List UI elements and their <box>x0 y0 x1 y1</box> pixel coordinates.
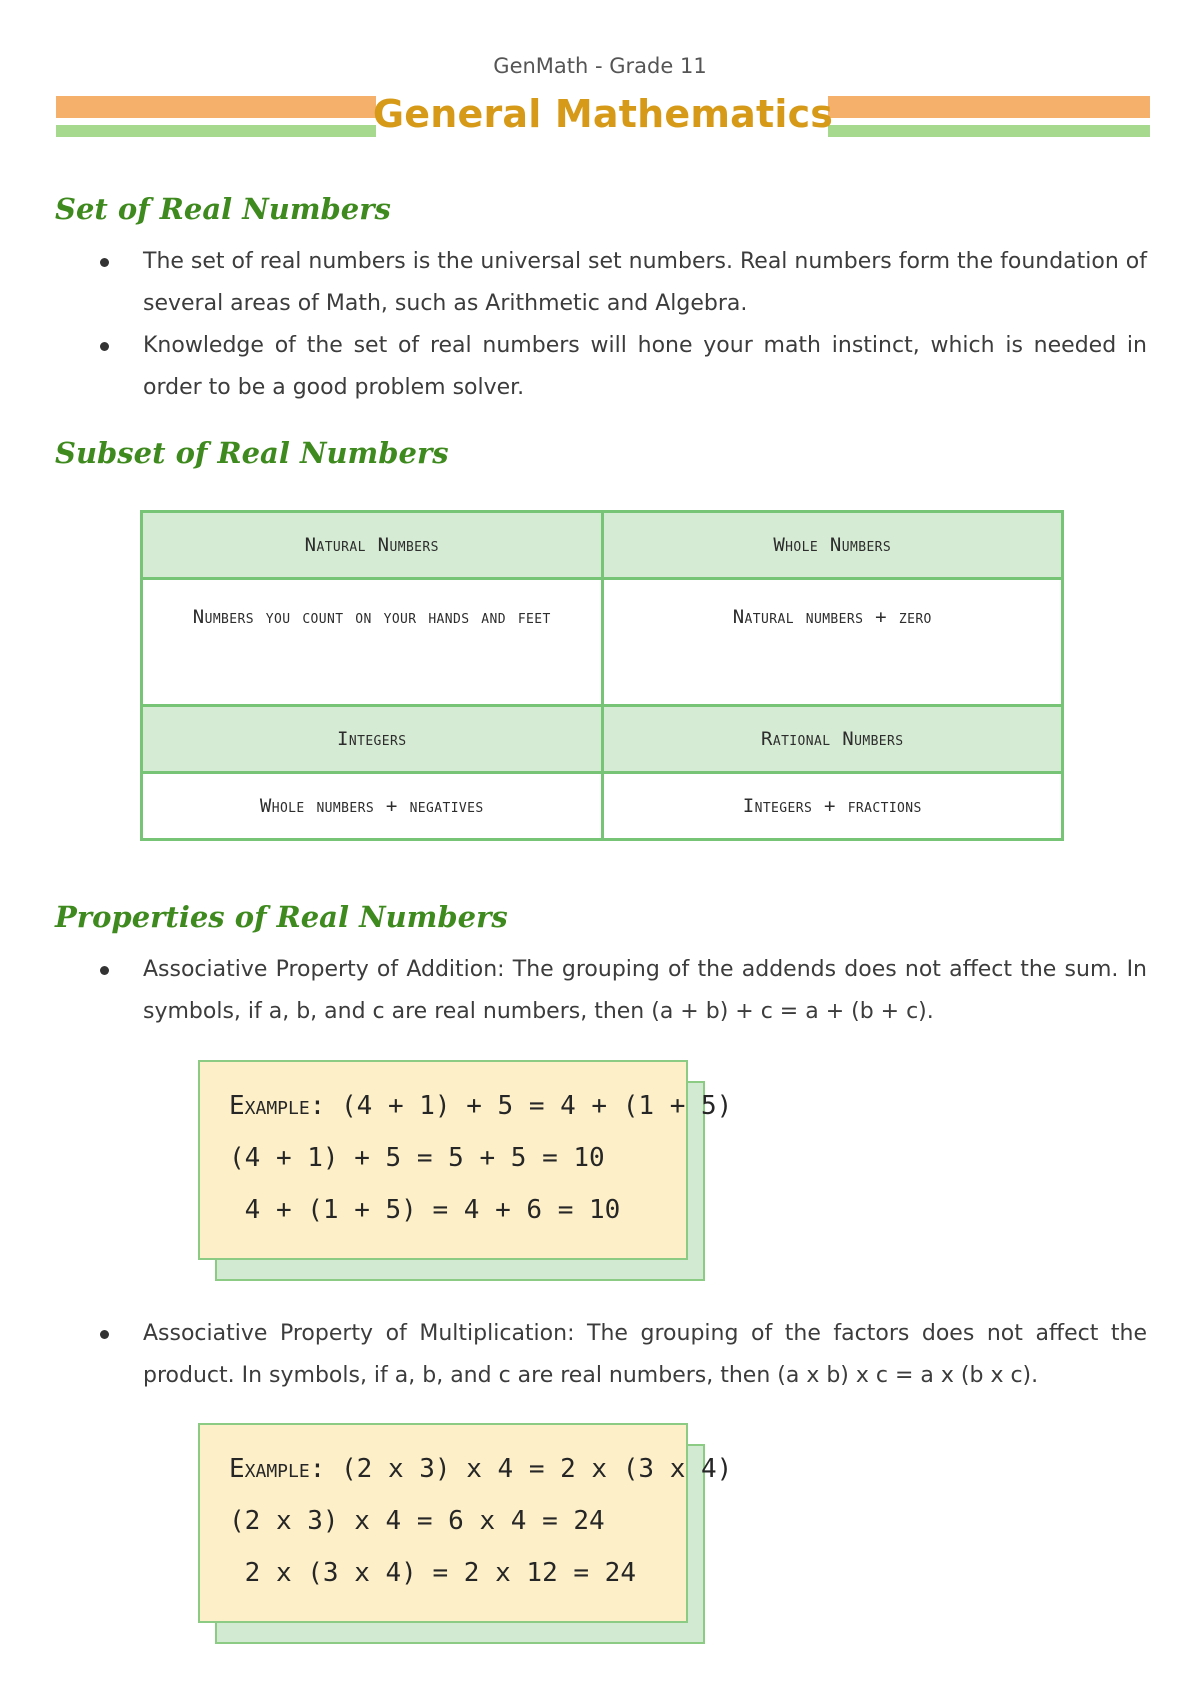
example-line-2: (4 + 1) + 5 = 5 + 5 = 10 <box>229 1143 605 1173</box>
table-cell-integers-definition: Whole numbers + negatives <box>142 773 603 840</box>
table-cell-rational-numbers: Rational Numbers <box>602 706 1063 773</box>
table-row <box>142 512 1063 579</box>
subset-table <box>140 510 1064 841</box>
section-heading-subset: Subset of Real Numbers <box>55 436 449 470</box>
card-body <box>198 1060 733 1260</box>
title-banner <box>56 92 1150 140</box>
set-bullet-list <box>55 241 1147 409</box>
table-row <box>142 579 1063 706</box>
table-row <box>142 773 1063 840</box>
example-label: Example: <box>229 1091 326 1121</box>
table-cell-whole-numbers: Whole Numbers <box>602 512 1063 579</box>
list-item <box>55 949 1147 1033</box>
addition-bullet-list <box>55 949 1147 1033</box>
table-cell-rational-definition: Integers + fractions <box>602 773 1063 840</box>
table-cell-integers: Integers <box>142 706 603 773</box>
example-card-addition <box>198 1060 733 1260</box>
list-item <box>55 325 1147 409</box>
example-expression: (4 + 1) + 5 = 4 + (1 + 5) <box>325 1091 733 1121</box>
multiplication-bullet-list <box>55 1313 1147 1397</box>
example-expression: (2 x 3) x 4 = 2 x (3 x 4) <box>325 1454 733 1484</box>
card-body <box>198 1423 733 1623</box>
bullet-icon <box>100 342 109 351</box>
list-item <box>55 241 1147 325</box>
table-cell-natural-definition: Numbers you count on your hands and feet <box>142 579 603 706</box>
page-subtitle: GenMath - Grade 11 <box>493 54 707 78</box>
example-card-multiplication <box>198 1423 733 1623</box>
bullet-text: Associative Property of Addition: The grouping of the addends does not affect the sum. In symbols, if a, b, and c are real numbers, then (a + b) + c = a + (b + c). <box>143 957 1147 1024</box>
bullet-text: The set of real numbers is the universal set numbers. Real numbers form the foundation of several areas of Math, such as Arithmetic and Algebra. <box>143 249 1147 316</box>
example-line-3: 2 x (3 x 4) = 2 x 12 = 24 <box>229 1558 636 1588</box>
bullet-text: Knowledge of the set of real numbers will hone your math instinct, which is needed in order to be a good problem solver. <box>143 333 1147 400</box>
table-row <box>142 706 1063 773</box>
page-title: General Mathematics <box>372 92 834 136</box>
bullet-text: Associative Property of Multiplication: The grouping of the factors does not affect the product. In symbols, if a, b, and c are real numbers, then (a x b) x c = a x (b x c). <box>143 1321 1147 1388</box>
table-cell-whole-definition: Natural numbers + zero <box>602 579 1063 706</box>
example-label: Example: <box>229 1454 326 1484</box>
table-cell-natural-numbers: Natural Numbers <box>142 512 603 579</box>
section-heading-properties: Properties of Real Numbers <box>55 900 508 934</box>
example-line-1 <box>229 1080 733 1132</box>
example-line-2: (2 x 3) x 4 = 6 x 4 = 24 <box>229 1506 605 1536</box>
example-line-3: 4 + (1 + 5) = 4 + 6 = 10 <box>229 1195 621 1225</box>
example-line-1 <box>229 1443 733 1495</box>
bullet-icon <box>100 1330 109 1339</box>
bullet-icon <box>100 966 109 975</box>
bullet-icon <box>100 258 109 267</box>
list-item <box>55 1313 1147 1397</box>
section-heading-set: Set of Real Numbers <box>55 192 391 226</box>
